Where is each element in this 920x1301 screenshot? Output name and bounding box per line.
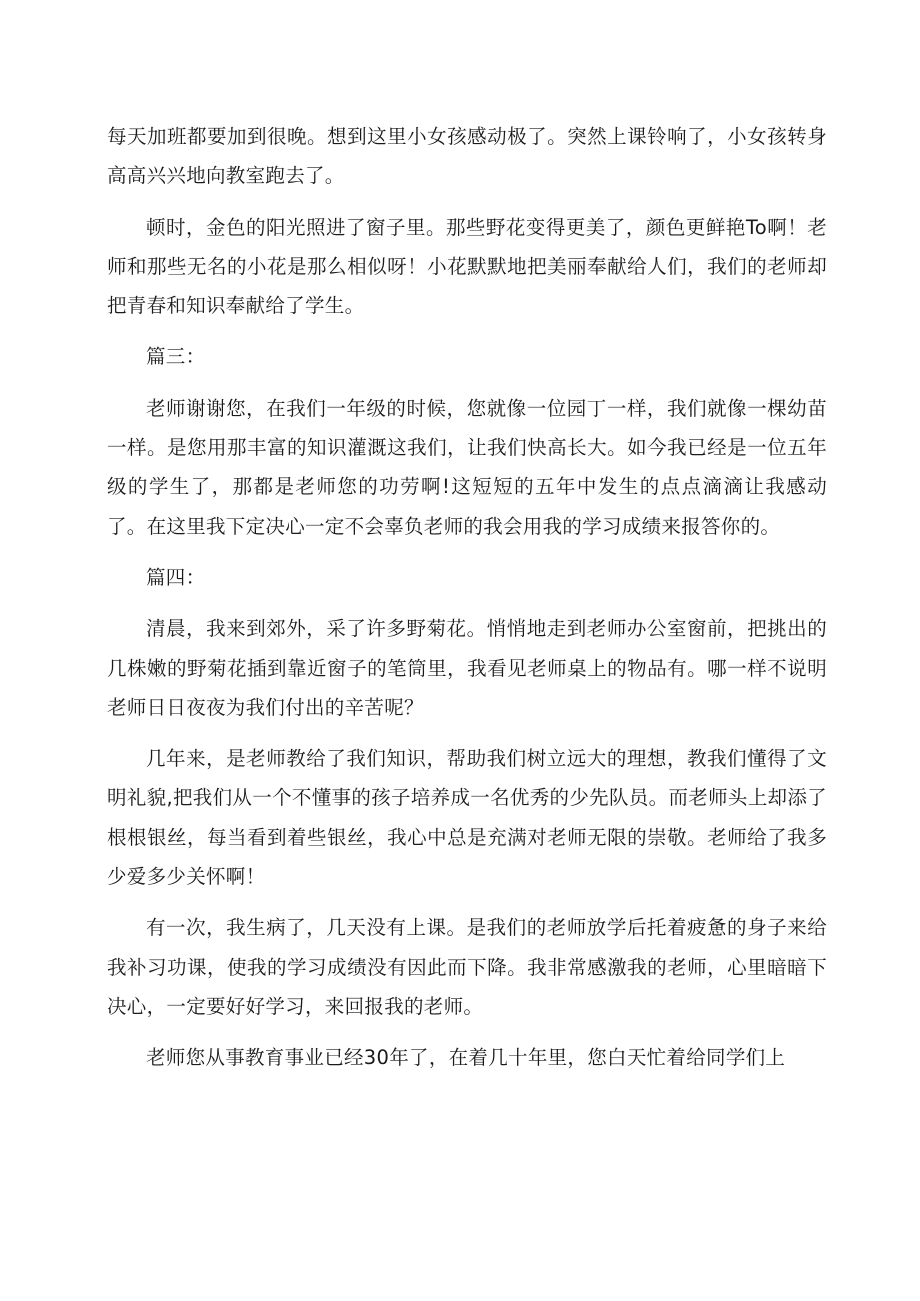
paragraph-thirty-years: 老师您从事教育事业已经30年了，在着几十年里，您白天忙着给同学们上 [146,1046,786,1070]
paragraph-thanks-teacher: 老师谢谢您，在我们一年级的时候，您就像一位园丁一样，我们就像一棵幼苗一样。是您用那丰富的知识灌溉这我们，让我们快高长大。如今我已经是一位五年级的学生了，那都是老师您的功劳啊!这短短的五年中发生的点点滴滴让我感动了。在这里我下定决心一定不会辜负老师的我会用我的学习成绩来报答你的。 [107,396,827,538]
section-heading-4: 篇四： [146,565,206,589]
section-heading-3: 篇三： [146,345,206,369]
paragraph-years-of-teaching: 几年来，是老师教给了我们知识，帮助我们树立远大的理想，教我们懂得了文明礼貌,把我们从一个不懂事的孩子培养成一名优秀的少先队员。而老师头上却添了根根银丝，每当看到着些银丝，我心中总是充满对老师无限的崇敬。老师给了我多少爱多少关怀啊！ [107,747,827,889]
paragraph-sick-day: 有一次，我生病了，几天没有上课。是我们的老师放学后托着疲惫的身子来给我补习功课，使我的学习成绩没有因此而下降。我非常感激我的老师，心里暗暗下决心，一定要好好学习，来回报我的老师。 [107,916,827,1018]
paragraph-sunlight: 顿时，金色的阳光照进了窗子里。那些野花变得更美了，颜色更鲜艳To啊！老师和那些无名的小花是那么相似呀！小花默默地把美丽奉献给人们，我们的老师却把青春和知识奉献给了学生。 [107,215,827,318]
paragraph-continuation: 每天加班都要加到很晚。想到这里小女孩感动极了。突然上课铃响了，小女孩转身高高兴兴地向教室跑去了。 [107,125,827,188]
document-body [107,117,827,1078]
paragraph-morning-flowers: 清晨，我来到郊外，采了许多野菊花。悄悄地走到老师办公室窗前，把挑出的几株嫩的野菊花插到靠近窗子的笔筒里，我看见老师桌上的物品有。哪一样不说明老师日日夜夜为我们付出的辛苦呢？ [107,617,827,719]
